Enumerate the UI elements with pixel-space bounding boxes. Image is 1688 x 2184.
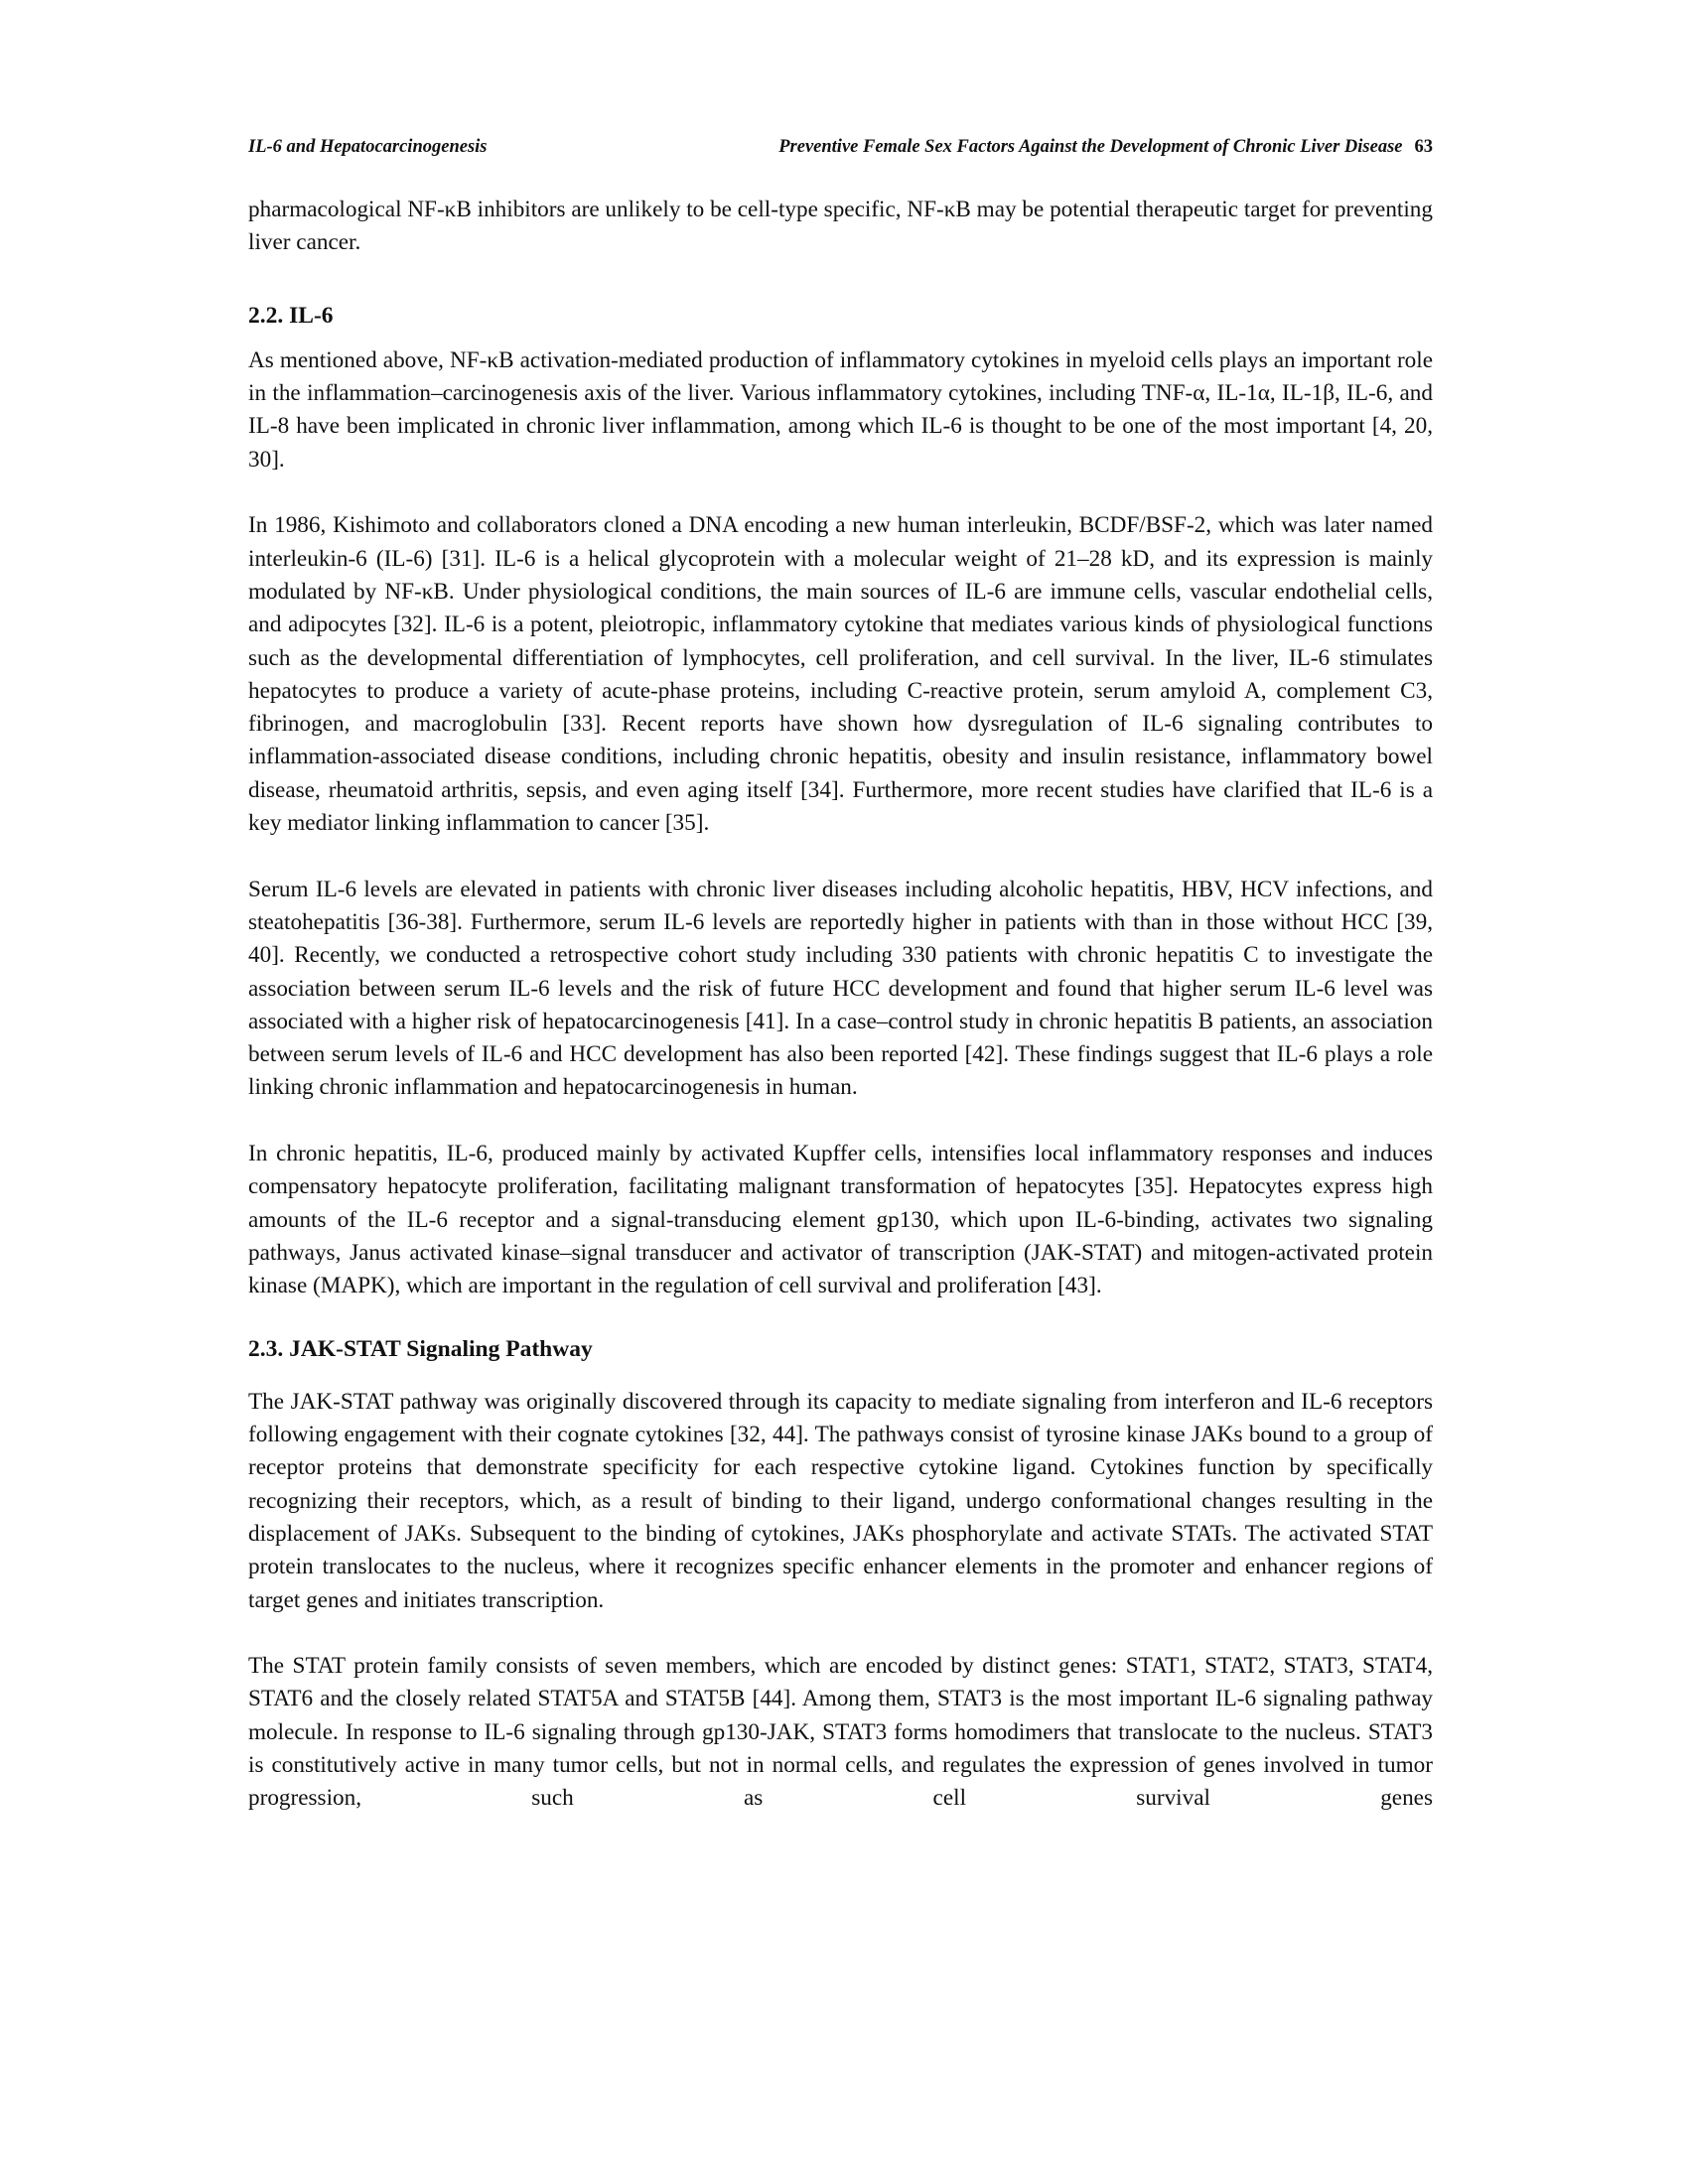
section-heading-il6: 2.2. IL-6 xyxy=(248,302,334,329)
running-header-chapter-title: IL-6 and Hepatocarcinogenesis xyxy=(248,137,488,157)
paragraph: In chronic hepatitis, IL-6, produced mainly by activated Kupffer cells, intensifies local inflammatory responses and induces compensatory hepatocyte proliferation, facilitating malignant transformation of hepatocytes [35]. Hepatocytes express high amounts of the IL-6 receptor and a signal-transducing element gp130, which upon IL-6-binding, activates two signaling pathways, Janus activated kinase–signal transducer and activator of transcription (JAK-STAT) and mitogen-activated protein kinase (MAPK), which are important in the regulation of cell survival and proliferation [43]. xyxy=(248,1141,1433,1299)
paragraph: The JAK-STAT pathway was originally discovered through its capacity to mediate signaling from interferon and IL-6 receptors following engagement with their cognate cytokines [32, 44]. The pathways consist of tyrosine kinase JAKs bound to a group of receptor proteins that demonstrate specificity for each respective cytokine ligand. Cytokines function by specifically recognizing their receptors, which, as a result of binding to their ligand, undergo conformational changes resulting in the displacement of JAKs. Subsequent to the binding of cytokines, JAKs phosphorylate and activate STATs. The activated STAT protein translocates to the nucleus, where it recognizes specific enhancer elements in the promoter and enhancer regions of target genes and initiates transcription. xyxy=(248,1388,1433,1613)
running-header-book-title-group xyxy=(778,137,1433,158)
paragraph: Serum IL-6 levels are elevated in patients with chronic liver diseases including alcoholic hepatitis, HBV, HCV infections, and steatohepatitis [36-38]. Furthermore, serum IL-6 levels are reportedly higher in patients with than in those without HCC [39, 40]. Recently, we conducted a retrospective cohort study including 330 patients with chronic hepatitis C to investigate the association between serum IL-6 levels and the risk of future HCC development and found that higher serum IL-6 level was associated with a higher risk of hepatocarcinogenesis [41]. In a case–control study in chronic hepatitis B patients, an association between serum levels of IL-6 and HCC development has also been reported [42]. These findings suggest that IL-6 plays a role linking chronic inflammation and hepatocarcinogenesis in human. xyxy=(248,876,1433,1101)
body-text xyxy=(248,194,1433,1848)
page-number: 63 xyxy=(1414,137,1433,157)
running-header xyxy=(248,137,1433,163)
continuation-paragraph: pharmacological NF-κB inhibitors are unlikely to be cell-type specific, NF-κB may be potential therapeutic target for preventing liver cancer. xyxy=(248,197,1433,256)
running-header-book-title: Preventive Female Sex Factors Against the Development of Chronic Liver Disease xyxy=(778,137,1403,157)
section-heading-jak-stat: 2.3. JAK-STAT Signaling Pathway xyxy=(248,1335,593,1362)
paragraph: In 1986, Kishimoto and collaborators cloned a DNA encoding a new human interleukin, BCDF/BSF-2, which was later named interleukin-6 (IL-6) [31]. IL-6 is a helical glycoprotein with a molecular weight of 21–28 kD, and its expression is mainly modulated by NF-κB. Under physiological conditions, the main sources of IL-6 are immune cells, vascular endothelial cells, and adipocytes [32]. IL-6 is a potent, pleiotropic, inflammatory cytokine that mediates various kinds of physiological functions such as the developmental differentiation of lymphocytes, cell proliferation, and cell survival. In the liver, IL-6 stimulates hepatocytes to produce a variety of acute-phase proteins, including C-reactive protein, serum amyloid A, complement C3, fibrinogen, and macroglobulin [33]. Recent reports have shown how dysregulation of IL-6 signaling contributes to inflammation-associated disease conditions, including chronic hepatitis, obesity and insulin resistance, inflammatory bowel disease, rheumatoid arthritis, sepsis, and even aging itself [34]. Furthermore, more recent studies have clarified that IL-6 is a key mediator linking inflammation to cancer [35]. xyxy=(248,512,1433,837)
paragraph: As mentioned above, NF-κB activation-mediated production of inflammatory cytokines in myeloid cells plays an important role in the inflammation–carcinogenesis axis of the liver. Various inflammatory cytokines, including TNF-α, IL-1α, IL-1β, IL-6, and IL-8 have been implicated in chronic liver inflammation, among which IL-6 is thought to be one of the most important [4, 20, 30]. xyxy=(248,346,1433,473)
paragraph: The STAT protein family consists of seven members, which are encoded by distinct genes: STAT1, STAT2, STAT3, STAT4, STAT6 and the closely related STAT5A and STAT5B [44]. Among them, STAT3 is the most important IL-6 signaling pathway molecule. In response to IL-6 signaling through gp130-JAK, STAT3 forms homodimers that translocate to the nucleus. STAT3 is constitutively active in many tumor cells, but not in normal cells, and regulates the expression of genes involved in tumor progression, such as cell survival genes xyxy=(248,1653,1433,1812)
